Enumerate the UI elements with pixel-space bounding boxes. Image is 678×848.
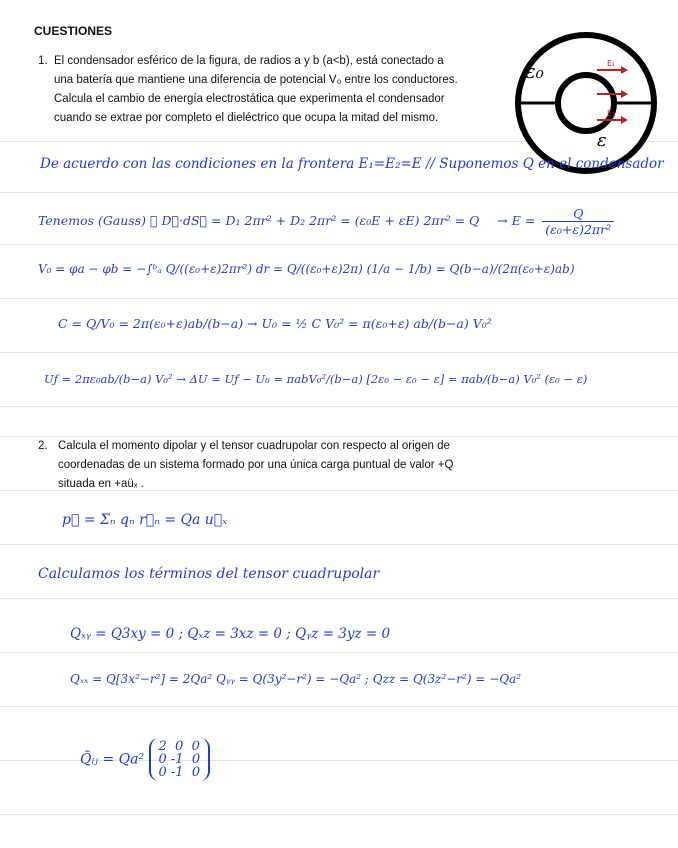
matrix-row: 0 -1 0 [158, 752, 201, 767]
question-1-line: El condensador esférico de la figura, de radios a y b (a<b), está conectado a [54, 55, 444, 67]
matrix-row: 0 -1 0 [158, 765, 201, 780]
tensor-prefix: Q̃ᵢⱼ = Qa² [80, 751, 145, 768]
handwritten-line-5: Uƒ = 2πε₀ab/(b−a) V₀² → ΔU = Uƒ − U₀ = πabV₀²/(b−a) [2ε₀ − ε₀ − ε] = πab/(b−a) V₀² (ε₀ − ε) [44, 372, 588, 386]
question-2-number: 2. [38, 440, 48, 452]
handwritten-diagonal: Qₓₓ = Q[3x²−r²] = 2Qa² Qᵧᵧ = Q(3y²−r²) = −Qa² ; Qzz = Q(3z²−r²) = −Qa² [70, 672, 522, 686]
handwritten-tensor [80, 738, 210, 781]
section-title: CUESTIONES [34, 24, 113, 38]
handwritten-gauss-arrow: → E = [497, 213, 536, 228]
figure-label-epsilon: ε [597, 130, 607, 151]
handwritten-gauss-text: Tenemos (Gauss) ∮ D⃗·dS⃗ = D₁ 2πr² + D₂ 2πr² = (ε₀E + εE) 2πr² = Q [38, 213, 480, 228]
question-1-number: 1. [38, 55, 48, 67]
matrix-row: 2 0 0 [158, 739, 200, 754]
figure-label-epsilon0: ε₀ [525, 59, 544, 83]
tensor-matrix [149, 738, 211, 781]
handwritten-off-diagonal: Qₓᵧ = Q3xy = 0 ; Qₓz = 3xz = 0 ; Qᵧz = 3yz = 0 [70, 626, 391, 642]
handwritten-dipole: p⃗ = Σₙ qₙ r⃗ₙ = Qa u⃗ₓ [62, 512, 228, 528]
handwritten-gauss-line [38, 206, 617, 237]
field-fraction-denominator: (ε₀+ε)2πr² [545, 222, 612, 237]
question-1-line: una batería que mantiene una diferencia de potencial V₀ entre los conductores. [54, 74, 458, 86]
handwritten-line-1: De acuerdo con las condiciones en la frontera E₁=E₂=E // Suponemos Q en el condensador [40, 156, 664, 172]
question-1-line: Calcula el cambio de energía electrostática que experimenta el condensador [54, 93, 445, 105]
field-fraction [542, 206, 614, 237]
handwritten-line-4: C = Q/V₀ = 2π(ε₀+ε)ab/(b−a) → U₀ = ½ C V₀² = π(ε₀+ε) ab/(b−a) V₀² [58, 316, 492, 331]
handwritten-quadrupole-intro: Calculamos los términos del tensor cuadrupolar [38, 566, 380, 582]
question-2-line: situada en +aüₓ . [58, 478, 144, 490]
figure-arrow-label-bottom: E₂ [607, 109, 616, 118]
capacitor-figure [513, 30, 659, 176]
question-2-line: coordenadas de un sistema formado por una única carga puntual de valor +Q [58, 459, 454, 471]
question-2-line: Calcula el momento dipolar y el tensor cuadrupolar con respecto al origen de [58, 440, 450, 452]
question-1-line: cuando se extrae por completo el dieléctrico que ocupa la mitad del mismo. [54, 112, 439, 124]
handwritten-line-3: V₀ = φa − φb = −∫ᵇₐ Q/((ε₀+ε)2πr²) dr = Q/((ε₀+ε)2π) (1/a − 1/b) = Q(b−a)/(2π(ε₀+ε)ab) [38, 262, 575, 276]
field-fraction-numerator: Q [542, 206, 614, 222]
figure-arrow-label-top: E₁ [607, 59, 616, 68]
